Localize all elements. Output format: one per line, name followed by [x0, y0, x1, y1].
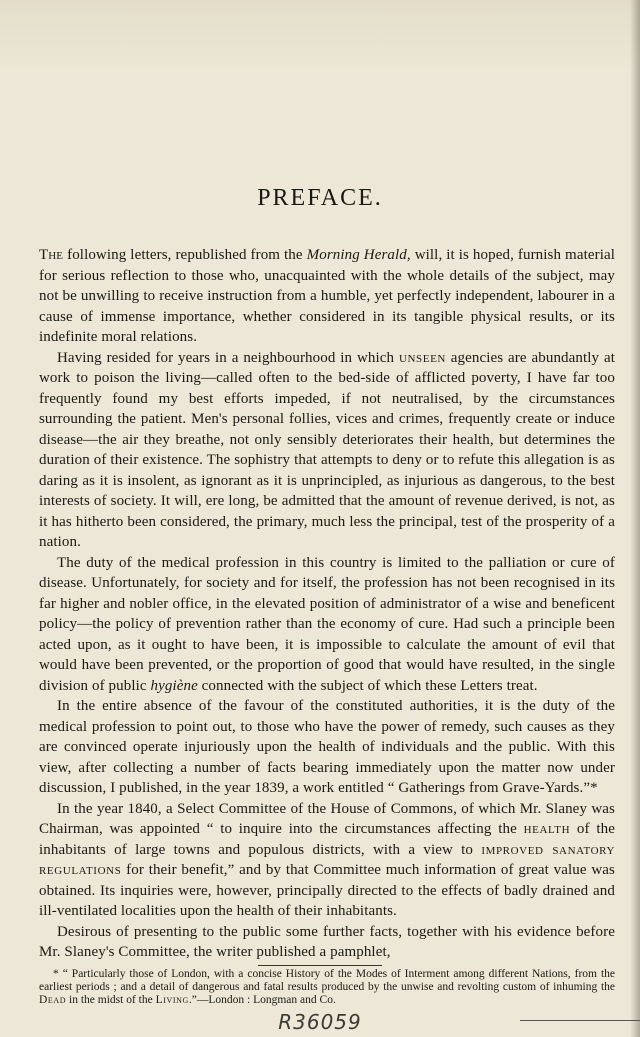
preface-body [39, 245, 615, 963]
italic-text: Morning Herald [306, 247, 407, 263]
page-shading [0, 0, 640, 70]
page-edge-shadow [630, 0, 640, 1037]
small-caps-text: improved sanatory regulations [39, 841, 615, 878]
paragraph [39, 348, 615, 553]
small-caps-text: health [523, 821, 571, 837]
library-shelfmark: R36059 [278, 1010, 362, 1034]
footnote-divider [258, 965, 382, 966]
small-caps-text: Living [155, 994, 189, 1006]
paragraph [39, 799, 615, 922]
text-run: of the inhabitants of large towns and populous districts, with a view to [39, 821, 615, 858]
opening-word: The [39, 247, 64, 263]
text-run: Having resided for years in a neighbourhood in which [57, 349, 399, 366]
text-run: following letters, republished from the [63, 247, 307, 263]
text-run: * “ Particularly those of London, with a concise History of the Modes of Interment among different Nations, from the earliest periods ; and a detail of dangerous and fatal results produced by the unwise and revolting custom of inhuming the [39, 968, 615, 993]
page-bottom-rule [520, 1020, 640, 1021]
text-run: agencies are abundantly at work to poison the living—called often to the bed-side of afflicted poverty, I have far too frequently found my best efforts impeded, if not neutralised, by the circumstances surrounding the patient. Men's personal follies, vices and crimes, frequently create or induce disease—the air they breathe, not only sensibly deteriorates their health, but determines the duration of their existence. The sophistry that attempts to deny or to refute this allegation is as daring as it is insolent, as ignorant as it is unprincipled, as injurious as dangerous, to the best interests of society. It will, ere long, be admitted that the amount of revenue derived, is not, as it has hitherto been considered, the primary, much less the principal, test of the prosperity of a nation. [39, 349, 615, 550]
text-run: Desirous of presenting to the public some further facts, together with his evidence before Mr. Slaney's Committee, the writer published a pamphlet, [39, 923, 615, 960]
small-caps-text: unseen [398, 349, 446, 366]
text-run: in the midst of the [66, 994, 156, 1006]
paragraph [39, 553, 615, 697]
page-title: PREFACE. [257, 185, 383, 211]
paragraph [39, 245, 615, 348]
text-run: The duty of the medical profession in this country is limited to the palliation or cure of disease. Unfortunately, for society and for itself, the profession has not been recognised in its far higher and nobler office, in the elevated position of administrator of a wise and beneficent policy—the policy of prevention rather than the economy of cure. Had such a principle been acted upon, as it ought to have been, it is impossible to calculate the amount of evil that would have been prevented, or the proportion of good that would have resulted, in the single division of public [39, 554, 615, 694]
text-run: In the entire absence of the favour of the constituted authorities, it is the duty of the medical profession to point out, to those who have the power of remedy, such causes as they are convinced operate injuriously upon the health of individuals and the public. With this view, after collecting a number of facts bearing immediately upon the matter now under discussion, I published, in the year 1839, a work entitled “ Gatherings from Grave-Yards.”* [39, 698, 615, 796]
paragraph [39, 696, 615, 799]
text-run: , will, it is hoped, furnish material for serious reflection to those who, unacquainted with the whole details of the subject, may not be unwilling to receive instruction from a humble, yet perfectly independent, labourer in a cause of immense importance, whether considered in its tangible physical results, or its indefinite moral relations. [39, 247, 615, 345]
paragraph [39, 922, 615, 963]
text-run: .”—London : Longman and Co. [188, 994, 336, 1006]
text-run: for their benefit,” and by that Committee much information of great value was obtained. Its inquiries were, however, principally directed to the effects of badly drained and ill-ventilated localities upon the health of their inhabitants. [39, 862, 615, 919]
small-caps-text: Dead [39, 994, 67, 1006]
footnote [39, 968, 615, 1007]
text-run: connected with the subject of which these Letters treat. [197, 677, 538, 694]
text-run: In the year 1840, a Select Committee of the House of Commons, of which Mr. Slaney was Chairman, was appointed “ to inquire into the circumstances affecting the [39, 800, 615, 837]
italic-text: hygiène [150, 677, 198, 694]
